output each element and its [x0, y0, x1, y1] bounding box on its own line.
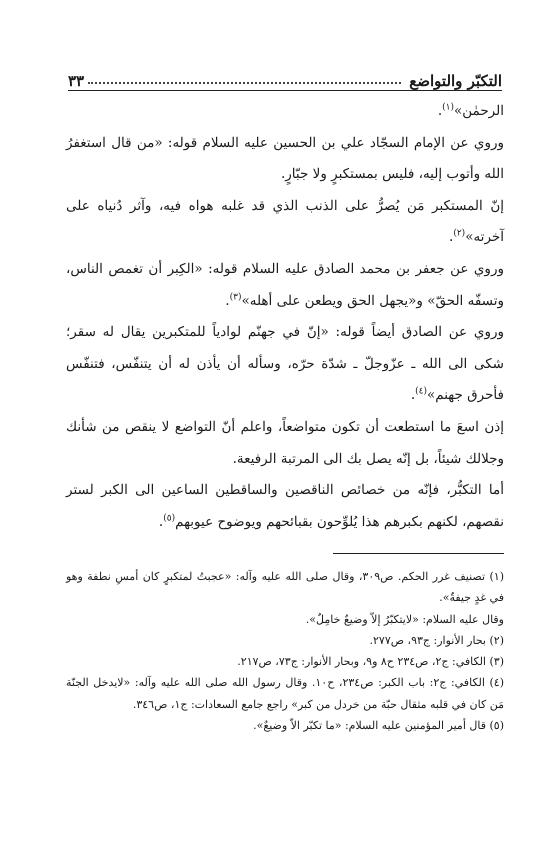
footnote-3: (٣) الكافي: ج٢، ص٢٣٤ ح٨ و٩، وبحار الأنوار: ج٧٣، ص٢١٧. — [237, 655, 504, 669]
main-text — [66, 96, 504, 538]
paragraph-text: أما التكبُّر، فإنّه من خصائص الناقصين والساقطين الساعين الى الكبر لستر نقصهم، لكنهم بكبرهم هذا يُلوِّحون بقبائحهم ويوضوح عيوبهم — [66, 482, 504, 530]
paragraph-5: وروي عن الصادق أيضاً قوله: «إنّ في جهنّم لوادياً للمتكبرين يقال له سقر؛ شكى الى الله ـ عزّوجلّ ـ شدّة حرّه، وسأله أن يأذن له أن يتنفّس، فتنفّس فأحرق جهنم»$^{(٤)}$. — [66, 324, 504, 404]
paragraph-1: الرحمٰن»$^{(١)}$. — [437, 102, 504, 119]
paragraph-text: وروي عن جعفر بن محمد الصادق عليه السلام قوله: «الكِبر أن تغمص الناس، وتسفّه الحقّ» و«يجهل الحق ويطعن على أهله» — [66, 260, 504, 309]
footnote-ref: (٣) — [229, 292, 242, 303]
running-header — [68, 66, 502, 91]
footnote-ref: (٢) — [453, 228, 466, 239]
footnote-1-continued: وقال عليه السلام: «لايتكبّرُ إلاّ وضيعٌ خامِلٌ». — [305, 612, 504, 626]
paragraph-6 — [66, 412, 504, 475]
footnote-2: (٢) بحار الأنوار: ج٩٣، ص٢٧٧. — [369, 633, 504, 647]
footnote-ref: (٤) — [415, 386, 427, 397]
footnote-divider — [333, 553, 504, 554]
paragraph-text: إنّ المستكبر مَن يُصرُّ على الذنب الذي قد غلبه هواه فيه، وآثر دُنياه على آخرته» — [66, 197, 504, 246]
paragraph-7: أما التكبُّر، فإنّه من خصائص الناقصين والساقطين الساعين الى الكبر لستر نقصهم، لكنهم بكبرهم هذا يُلوِّحون بقبائحهم ويوضوح عيوبهم$^{(٥)}$. — [66, 482, 504, 530]
footnote-ref: (٥) — [163, 513, 176, 524]
header-leader-dots — [88, 82, 401, 84]
paragraph-text: وروي عن الصادق أيضاً قوله: «إنّ في جهنّم لوادياً للمتكبرين يقال له سقر؛ شكى الى الله ـ عزّوجلّ ـ شدّة حرّه، وسأله أن يأذن له أن يتنفّس، فتنفّس فأحرق جهنم» — [66, 324, 504, 404]
paragraph-text: إذن اسعَ ما استطعت أن تكون متواضعاً، واعلم أنّ التواضع لا ينقص من شأنك وجلالك شيئاً، بل إنّه يصل بك الى المرتبة الرفيعة. — [66, 418, 504, 467]
paragraph-text: الرحمٰن» — [454, 103, 504, 119]
paragraph-4: وروي عن جعفر بن محمد الصادق عليه السلام قوله: «الكِبر أن تغمص الناس، وتسفّه الحقّ» و«يجهل الحق ويطعن على أهله»$^{(٣)}$. — [66, 260, 504, 309]
footnote-ref: (١) — [442, 102, 454, 113]
footnote-1: (١) تصنيف غرر الحكم. ص٣٠٩، وقال صلى الله عليه وآله: «عجبتُ لمتكبرٍ كان أمسِ نطفة وهو في غدٍ جيفةٌ». — [66, 570, 504, 605]
page-number: ٣٣ — [68, 72, 85, 90]
footnote-4: (٤) الكافي: ج٢: باب الكبر: ص٢٣٤، ح١٠. وقال رسول الله صلى الله عليه وآله: «لايدخل الجنّة مَن كان في قلبه مثقال حبّة من خردل من كبر» راجع جامع السعادات: ج١، ص٣٤٦. — [66, 676, 505, 711]
paragraph-text: وروي عن الإمام السجّاد علي بن الحسين عليه السلام قوله: «من قال استغفرُ الله وأتوب إليه، فليس بمستكبرٍ ولا جبّارٍ. — [66, 134, 504, 183]
footnote-5: (٥) قال أمير المؤمنين عليه السلام: «ما تكبّر الاّ وضيعٌ». — [253, 719, 504, 733]
paragraph-2 — [66, 128, 504, 191]
paragraph-3: إنّ المستكبر مَن يُصرُّ على الذنب الذي قد غلبه هواه فيه، وآثر دُنياه على آخرته»$^{(٢)}$. — [66, 197, 504, 246]
chapter-title: التكبّر والتواضع — [409, 72, 502, 90]
footnotes — [66, 566, 504, 736]
